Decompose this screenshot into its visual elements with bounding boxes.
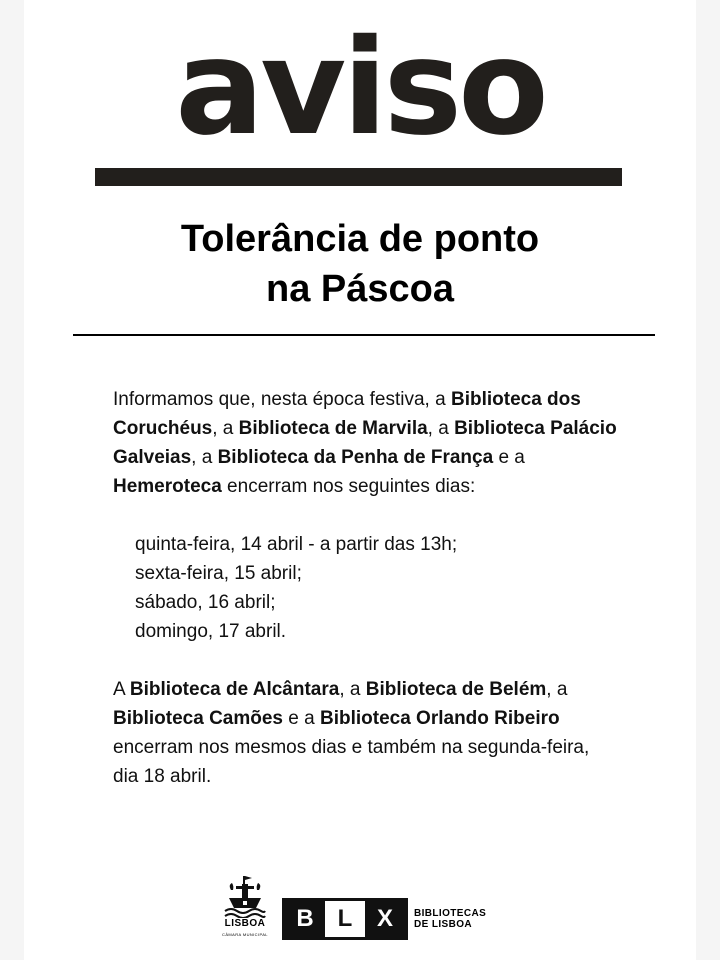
library-name: Biblioteca Camões xyxy=(113,708,283,729)
title-divider xyxy=(73,334,655,336)
library-name: Biblioteca da Penha de França xyxy=(217,447,494,468)
closure-date-item: sábado, 16 abril; xyxy=(135,592,276,613)
paragraph-text: e a xyxy=(493,447,525,468)
notice-body xyxy=(113,385,618,791)
lisboa-logo-name: LISBOA xyxy=(224,918,266,929)
library-name: Biblioteca Palácio Galveias xyxy=(113,418,617,468)
library-name: Biblioteca Orlando Ribeiro xyxy=(319,708,560,729)
closure-dates-list xyxy=(135,530,618,646)
lisboa-logo-subtitle: CÂMARA MUNICIPAL xyxy=(222,932,268,937)
footer-logos xyxy=(216,872,516,942)
paragraph-text: encerram nos seguintes dias: xyxy=(221,476,476,497)
blx-letter-l: L xyxy=(325,901,365,937)
library-name: Biblioteca de Belém xyxy=(365,679,547,700)
library-name: Biblioteca de Marvila xyxy=(238,418,428,439)
library-name: Biblioteca de Alcântara xyxy=(129,679,340,700)
paragraph-text: , a xyxy=(546,679,568,700)
paragraph-text: , a xyxy=(339,679,366,700)
paragraph-text: Informamos que, nesta época festiva, a xyxy=(113,389,451,410)
closing-paragraph xyxy=(113,675,618,791)
closure-date-item: sexta-feira, 15 abril; xyxy=(135,563,302,584)
paragraph-text: , a xyxy=(191,447,218,468)
library-name: Hemeroteca xyxy=(113,476,222,497)
paragraph-text: e a xyxy=(283,708,320,729)
library-name: Biblioteca dos Coruchéus xyxy=(113,389,581,439)
ship-crest-icon xyxy=(221,876,269,918)
notice-title-line-2: na Páscoa xyxy=(266,268,454,310)
notice-heading: aviso xyxy=(175,11,545,165)
blx-letter-b: B xyxy=(285,901,325,937)
paragraph-text: , a xyxy=(212,418,239,439)
blx-logo-name xyxy=(414,908,486,930)
blx-logo xyxy=(282,898,408,940)
lisboa-logo xyxy=(216,872,274,942)
closure-date-item: quinta-feira, 14 abril - a partir das 13h; xyxy=(135,534,458,555)
blx-logo-name-line-2: DE LISBOA xyxy=(414,919,473,930)
notice-title xyxy=(80,214,640,314)
heading-underline-bar xyxy=(95,168,622,186)
intro-paragraph xyxy=(113,385,618,501)
paragraph-text: A xyxy=(113,679,130,700)
notice-title-line-1: Tolerância de ponto xyxy=(180,218,540,260)
closure-date-item: domingo, 17 abril. xyxy=(135,621,287,642)
blx-logo-name-line-1: BIBLIOTECAS xyxy=(414,908,487,919)
paragraph-text: encerram nos mesmos dias e também na segunda-feira, dia 18 abril. xyxy=(113,737,590,787)
paragraph-text: , a xyxy=(427,418,455,439)
blx-letter-x: X xyxy=(365,901,405,937)
